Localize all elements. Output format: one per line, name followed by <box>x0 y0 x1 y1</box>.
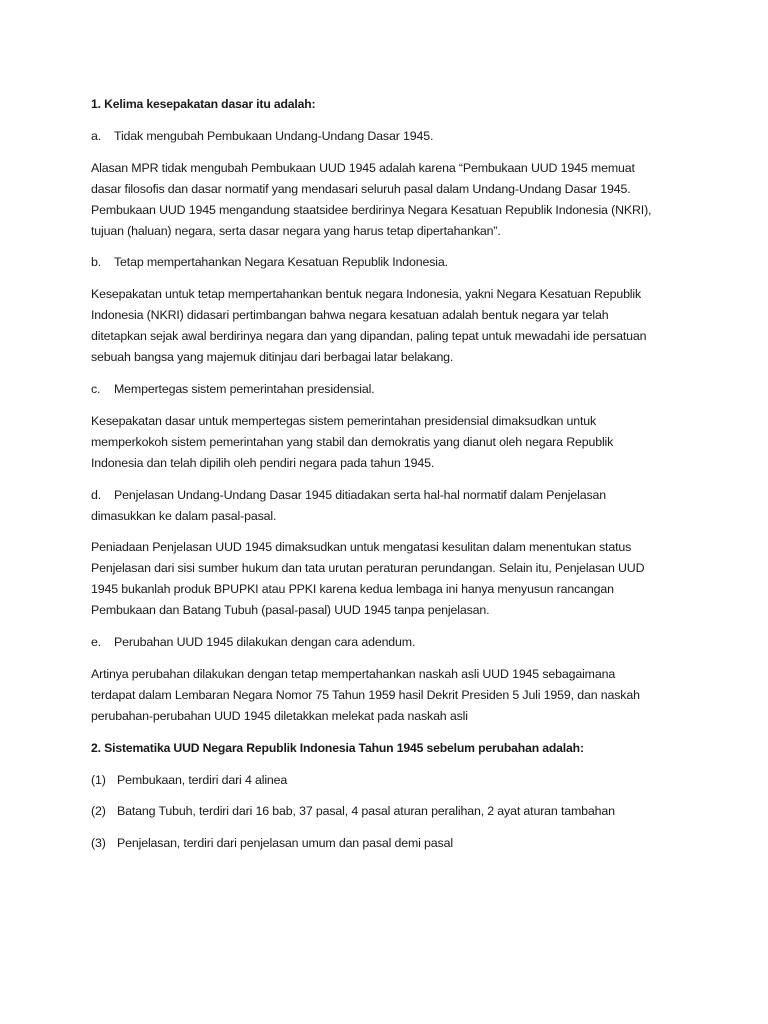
list-marker: a. <box>91 128 102 143</box>
paragraph-line: Alasan MPR tidak mengubah Pembukaan UUD 1945 adalah karena “Pembukaan UUD 1945 memuat <box>91 160 635 175</box>
paragraph-d <box>91 537 691 621</box>
paragraph-line: Pembukaan UUD 1945 mengandung staatsidee berdirinya Negara Kesatuan Republik Indonesia (NKRI), <box>91 202 652 217</box>
list-item-text: Tetap mempertahankan Negara Kesatuan Republik Indonesia. <box>114 255 448 270</box>
section-heading-2: 2. Sistematika UUD Negara Republik Indonesia Tahun 1945 sebelum perubahan adalah: <box>91 740 584 755</box>
list-item-text: Tidak mengubah Pembukaan Undang-Undang Dasar 1945. <box>114 128 434 143</box>
paragraph-line: sebuah bangsa yang majemuk ditinjau dari berbagai latar belakang. <box>91 350 454 365</box>
paragraph-line: terdapat dalam Lembaran Negara Nomor 75 Tahun 1959 hasil Dekrit Presiden 5 Juli 1959, dan naskah <box>91 687 640 702</box>
list-marker: e. <box>91 635 102 650</box>
paragraph-line: ditetapkan sejak awal berdirinya negara dan yang dipandan, paling tepat untuk mewadahi ide persatuan <box>91 329 647 344</box>
list-marker: (1) <box>91 772 106 787</box>
paragraph-line: dasar filosofis dan dasar normatif yang mendasari seluruh pasal dalam Undang-Undang Dasar 1945. <box>91 181 631 196</box>
paragraph-line: Kesepakatan dasar untuk mempertegas sistem pemerintahan presidensial dimaksudkan untuk <box>91 413 597 428</box>
paragraph-a <box>91 158 691 242</box>
paragraph-line: memperkokoh sistem pemerintahan yang stabil dan demokratis yang dianut oleh negara Republik <box>91 434 614 449</box>
paragraph-e <box>91 664 691 727</box>
numbered-item-1 <box>91 770 691 791</box>
list-item-text-continued: dimasukkan ke dalam pasal-pasal. <box>91 508 277 523</box>
list-marker: d. <box>91 487 102 502</box>
list-item-text: Pembukaan, terdiri dari 4 alinea <box>117 772 288 787</box>
paragraph-line: Indonesia (NKRI) didasari pertimbangan bahwa negara kesatuan adalah bentuk negara yar telah <box>91 308 609 323</box>
list-marker: (3) <box>91 836 106 851</box>
list-item-text: Penjelasan, terdiri dari penjelasan umum dan pasal demi pasal <box>117 836 453 851</box>
list-item-text: Penjelasan Undang-Undang Dasar 1945 ditiadakan serta hal-hal normatif dalam Penjelasan <box>114 487 606 502</box>
paragraph-line: Penjelasan dari sisi sumber hukum dan tata urutan peraturan perundangan. Selain itu, Penjelasan UUD <box>91 561 645 576</box>
paragraph-line: Peniadaan Penjelasan UUD 1945 dimaksudkan untuk mengatasi kesulitan dalam menentukan status <box>91 540 632 555</box>
document-body <box>91 94 691 865</box>
list-item-c <box>91 379 691 400</box>
list-item-b <box>91 252 691 273</box>
list-marker: c. <box>91 381 101 396</box>
paragraph-line: 1945 bukanlah produk BPUPKI atau PPKI karena kedua lembaga ini hanya menyusun rancangan <box>91 582 614 597</box>
paragraph-b <box>91 284 691 368</box>
numbered-item-2 <box>91 801 691 822</box>
paragraph-line: Kesepakatan untuk tetap mempertahankan bentuk negara Indonesia, yakni Negara Kesatuan Republik <box>91 287 642 302</box>
paragraph-c <box>91 411 691 474</box>
paragraph-line: Pembukaan dan Batang Tubuh (pasal-pasal) UUD 1945 tanpa penjelasan. <box>91 603 490 618</box>
list-marker: b. <box>91 255 102 270</box>
list-item-e <box>91 632 691 653</box>
paragraph-line: Artinya perubahan dilakukan dengan tetap mempertahankan naskah asli UUD 1945 sebagaimana <box>91 666 616 681</box>
paragraph-line: tujuan (haluan) negara, serta dasar negara yang harus tetap dipertahankan”. <box>91 223 501 238</box>
section-heading-1: 1. Kelima kesepakatan dasar itu adalah: <box>91 97 316 111</box>
list-item-text: Batang Tubuh, terdiri dari 16 bab, 37 pasal, 4 pasal aturan peralihan, 2 ayat aturan tambahan <box>117 804 615 819</box>
list-marker: (2) <box>91 804 106 819</box>
paragraph-line: perubahan-perubahan UUD 1945 diletakkan melekat pada naskah asli <box>91 708 468 723</box>
list-item-text: Perubahan UUD 1945 dilakukan dengan cara adendum. <box>114 635 416 650</box>
list-item-text: Mempertegas sistem pemerintahan presidensial. <box>114 381 375 396</box>
paragraph-line: Indonesia dan telah dipilih oleh pendiri negara pada tahun 1945. <box>91 455 435 470</box>
list-item-d <box>91 485 691 527</box>
list-item-a <box>91 126 691 147</box>
numbered-item-3 <box>91 833 691 854</box>
